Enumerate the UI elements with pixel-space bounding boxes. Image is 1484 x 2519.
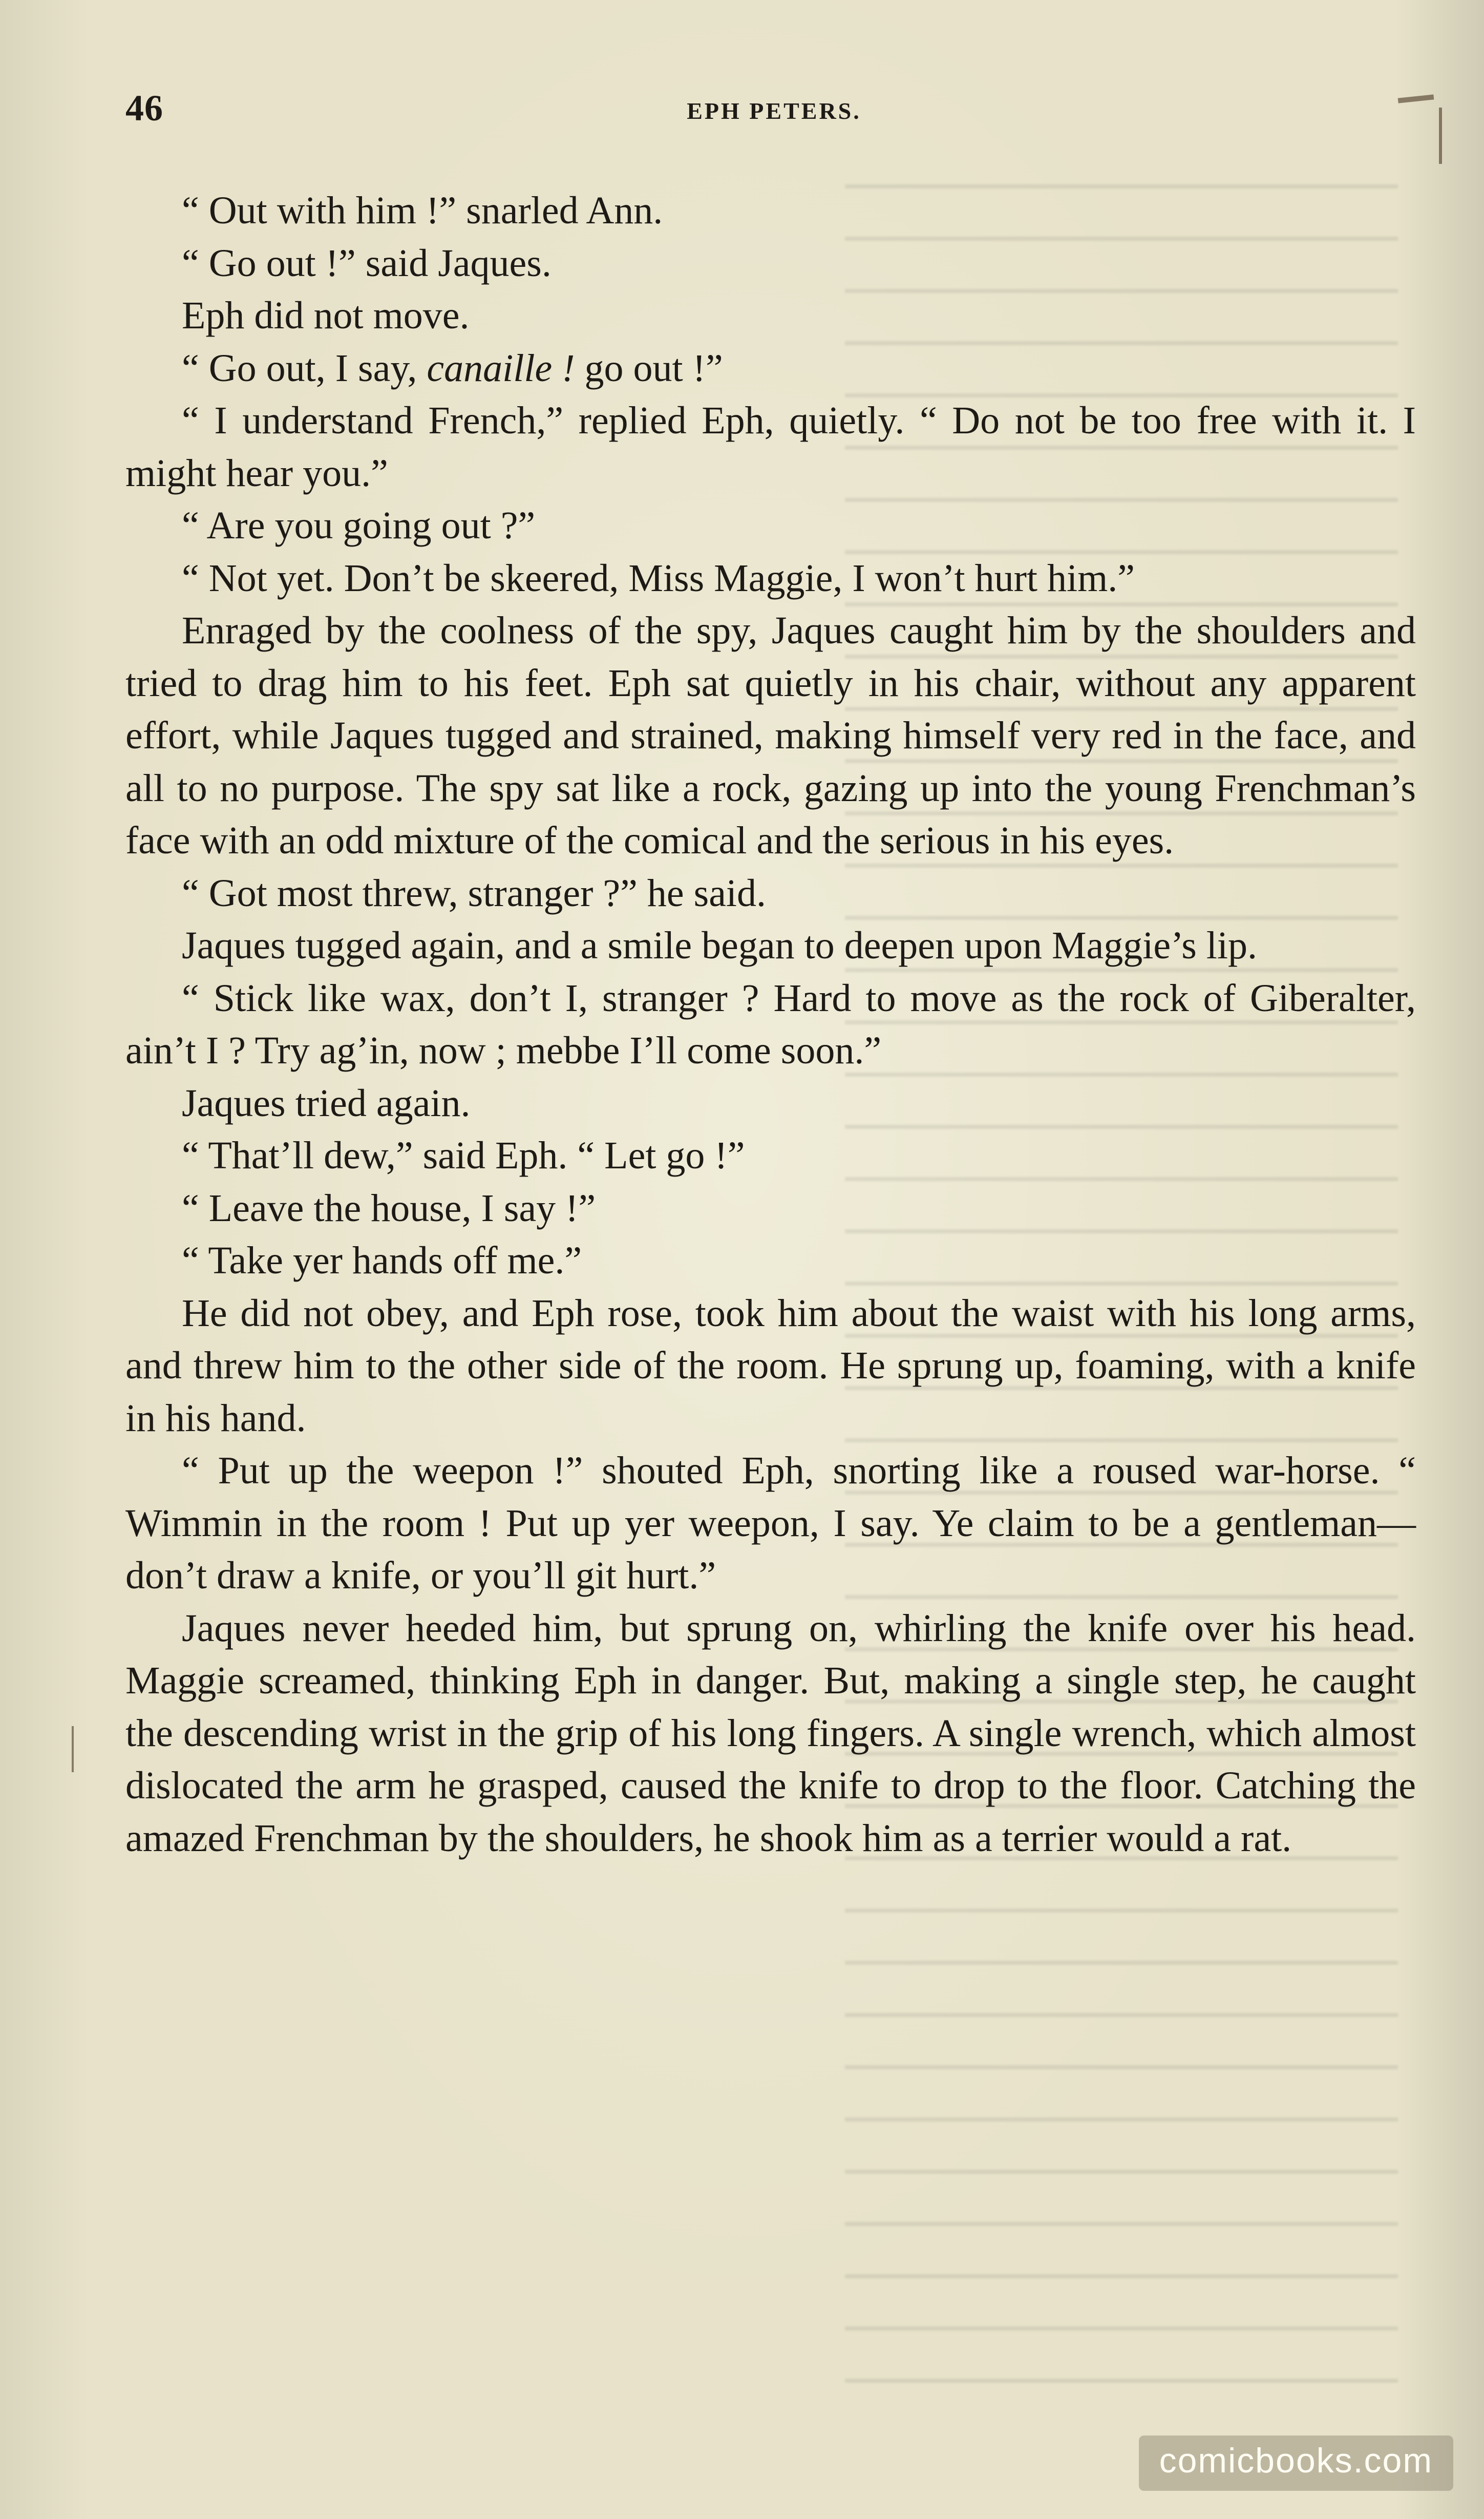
paragraph: “ Go out !” said Jaques. xyxy=(182,241,552,285)
paragraph: Jaques never heeded him, but sprung on, whirling the knife over his head. Maggie screamed, thinking Eph in danger. But, making a single step, he caught the descending wrist in the grip of his long fingers. A single wrench, which almost dislocated the arm he grasped, caused the knife to drop to the floor. Catching the amazed Frenchman by the shoulders, he shook him as a terrier would a rat. xyxy=(125,1606,1416,1860)
paragraph: “ Not yet. Don’t be skeered, Miss Maggie, I won’t hurt him.” xyxy=(182,556,1135,600)
running-head: EPH PETERS. xyxy=(687,98,861,124)
page-mark xyxy=(1439,108,1442,164)
paragraph: “ Are you going out ?” xyxy=(182,504,536,547)
paragraph xyxy=(125,342,1416,395)
paragraph: “ Take yer hands off me.” xyxy=(182,1239,582,1282)
page-header xyxy=(125,87,1423,143)
paragraph: Enraged by the coolness of the spy, Jaques caught him by the shoulders and tried to drag him to his feet. Eph sat quietly in his chair, without any apparent effort, while Jaques tugged and strained, making himself very red in the face, and all to no purpose. The spy sat like a rock, gazing up into the young Frenchman’s face with an odd mixture of the comical and the serious in his eyes. xyxy=(125,609,1416,862)
page-mark xyxy=(72,1726,74,1772)
italic-word: canaille ! xyxy=(427,346,575,390)
watermark: comicbooks.com xyxy=(1139,2436,1453,2491)
paragraph: “ Stick like wax, don’t I, stranger ? Hard to move as the rock of Giberalter, ain’t I ? Try ag’in, now ; mebbe I’ll come soon.” xyxy=(125,976,1416,1072)
paragraph: “ Out with him !” snarled Ann. xyxy=(182,189,663,232)
paragraph: “ Put up the weepon !” shouted Eph, snorting like a roused war-horse. “ Wimmin in the room ! Put up yer weepon, I say. Ye claim to be a gentleman—don’t draw a knife, or you’ll git hurt.” xyxy=(125,1449,1416,1597)
body-text xyxy=(125,184,1416,1864)
paragraph: Jaques tried again. xyxy=(182,1081,471,1125)
paragraph: “ Got most threw, stranger ?” he said. xyxy=(182,871,767,915)
paragraph: He did not obey, and Eph rose, took him about the waist with his long arms, and threw him to the other side of the room. He sprung up, foaming, with a knife in his hand. xyxy=(125,1291,1416,1440)
paragraph: Jaques tugged again, and a smile began to deepen upon Maggie’s lip. xyxy=(182,924,1258,967)
paragraph: “ Leave the house, I say !” xyxy=(182,1186,596,1230)
page-number: 46 xyxy=(125,88,163,129)
paragraph: “ That’ll dew,” said Eph. “ Let go !” xyxy=(182,1134,745,1177)
paragraph: “ I understand French,” replied Eph, quietly. “ Do not be too free with it. I might hear you.” xyxy=(125,399,1416,495)
paragraph: Eph did not move. xyxy=(182,294,470,337)
paragraph-text: “ Go out, I say, xyxy=(182,346,427,390)
paragraph-text: go out !” xyxy=(575,346,723,390)
